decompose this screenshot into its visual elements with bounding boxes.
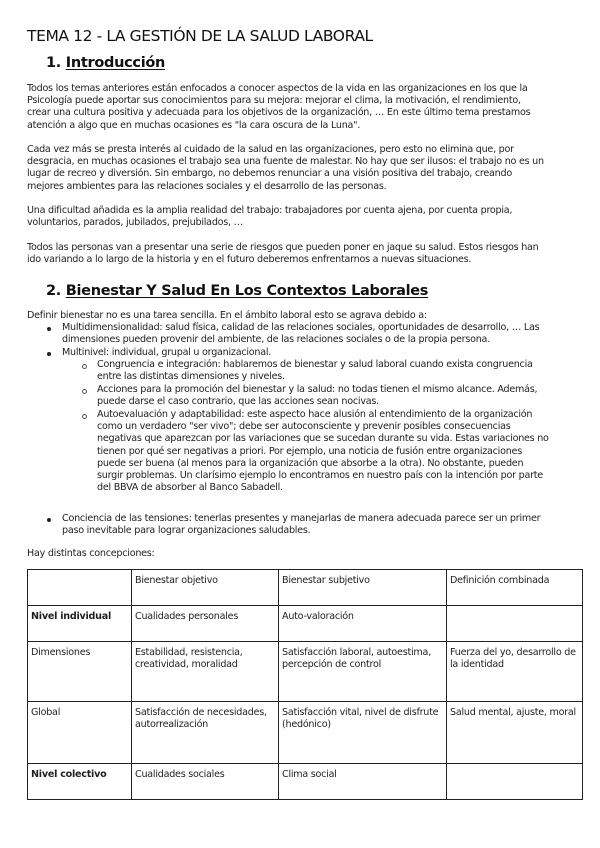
text-line: Todos las personas van a presentar una serie de riesgos que pueden poner en jaque su salud. Estos riesgos han: [27, 242, 539, 253]
table-header-cell: Bienestar objetivo: [132, 570, 279, 606]
paragraph: [27, 205, 587, 229]
text-line: desgracia, en muchas ocasiones el trabajo sea una fuente de malestar. No hay que ser ilusos: el trabajo no es un: [27, 156, 544, 168]
text-line: Psicología puede aportar sus conocimientos para su mejora: mejorar el clima, la motivación, el rendimiento,: [27, 95, 521, 107]
table-cell: Cualidades personales: [132, 606, 279, 642]
text-line: lugar de recreo y diversión. Sin embargo, no debemos renunciar a una visión positiva del trabajo, creando: [27, 168, 512, 180]
table-header-cell: Definición combinada: [447, 570, 583, 606]
paragraph: [27, 83, 587, 132]
text-line: Autoevaluación y adaptabilidad: este aspecto hace alusión al entendimiento de la organización: [97, 409, 533, 420]
document-title: TEMA 12 - LA GESTIÓN DE LA SALUD LABORAL: [27, 27, 373, 45]
text-line: mejores ambientes para las relaciones sociales y el desarrollo de las personas.: [27, 180, 387, 192]
table-cell: Estabilidad, resistencia, creatividad, moralidad: [132, 642, 279, 702]
text-line: voluntarios, parados, jubilados, prejubilados, …: [27, 217, 243, 229]
text-line: surgir problemas. Un clarísimo ejemplo lo encontramos en nuestro país con la intención por parte: [97, 470, 543, 482]
text-line: Una dificultad añadida es la amplia realidad del trabajo: trabajadores por cuenta ajena, por cuenta propia,: [27, 205, 513, 216]
table-cell: Satisfacción de necesidades, autorrealización: [132, 702, 279, 764]
text-line: paso inevitable para lograr organizaciones saludables.: [62, 525, 311, 537]
text-line: tienen por qué ser negativas a priori. Por ejemplo, una noticia de fusión entre organizaciones: [97, 445, 522, 457]
paragraph: [27, 310, 587, 322]
list-item: [62, 347, 271, 359]
text-line: como un verdadero "ser vivo"; debe ser autoconsciente y prevenir posibles consecuencias: [97, 421, 511, 433]
list-item: [62, 513, 540, 537]
section-title: Bienestar Y Salud En Los Contextos Laborales: [65, 283, 429, 299]
list-item: [97, 359, 533, 383]
table-cell: Fuerza del yo, desarrollo de la identidad: [447, 642, 583, 702]
text-line: Congruencia e integración: hablaremos de bienestar y salud laboral cuando exista congruencia: [97, 359, 533, 370]
text-line: atención a algo que en muchas ocasiones es "la cara oscura de la Luna".: [27, 119, 361, 131]
text-line: entre las distintas dimensiones y niveles.: [97, 371, 285, 383]
text-line: Cada vez más se presta interés al cuidado de la salud en las organizaciones, pero esto no elimina que, por: [27, 144, 514, 155]
sub-bullet-icon: [82, 389, 87, 394]
list-item: [97, 384, 537, 408]
section-heading-bienestar: [46, 283, 428, 299]
text-line: puede ser buena (al menos para la organización que absorbe a la otra). No obstante, pueden: [97, 457, 524, 469]
text-line: ido variando a lo largo de la historia y en el futuro deberemos enfrentarnos a nuevas situaciones.: [27, 254, 472, 266]
table-row-label: Global: [28, 702, 132, 764]
bullet-icon: [47, 327, 51, 331]
section-number: 2.: [46, 283, 61, 299]
table-row-label: Dimensiones: [28, 642, 132, 702]
table-row: [28, 702, 583, 764]
table-cell: Clima social: [279, 764, 447, 800]
table-intro: [27, 548, 587, 560]
table-cell: Satisfacción vital, nivel de disfrute (hedónico): [279, 702, 447, 764]
list-item: [97, 409, 549, 494]
concepciones-table: [27, 569, 583, 800]
table-cell: Satisfacción laboral, autoestima, percepción de control: [279, 642, 447, 702]
text-line: Multinivel: individual, grupal u organizacional.: [62, 347, 272, 358]
table-row-label: Nivel colectivo: [28, 764, 132, 800]
text-line: dimensiones pueden provenir del ambiente, de las relaciones sociales o de la propia persona.: [62, 334, 490, 346]
text-line: Conciencia de las tensiones: tenerlas presentes y manejarlas de manera adecuada parece ser un primer: [62, 513, 541, 524]
text-line: Definir bienestar no es una tarea sencilla. En el ámbito laboral esto se agrava debido a:: [27, 310, 427, 321]
list-item: [62, 322, 539, 346]
text-line: Multidimensionalidad: salud física, calidad de las relaciones sociales, oportunidades de desarrollo, … Las: [62, 322, 540, 333]
text-line: negativas que aparezcan por las variaciones que se sucedan durante su vida. Estas variaciones no: [97, 433, 549, 445]
text-line: del BBVA de absorber al Banco Sabadell.: [97, 482, 283, 494]
bullet-icon: [47, 518, 51, 522]
text-line: Acciones para la promoción del bienestar y la salud: no todas tienen el mismo alcance. Además,: [97, 384, 538, 395]
table-header-cell: Bienestar subjetivo: [279, 570, 447, 606]
table-cell: Cualidades sociales: [132, 764, 279, 800]
paragraph: [27, 144, 587, 193]
table-cell: [447, 606, 583, 642]
table-row-label: Nivel individual: [28, 606, 132, 642]
text-line: Todos los temas anteriores están enfocados a conocer aspectos de la vida en las organizaciones en los que la: [27, 83, 528, 94]
sub-bullet-icon: [82, 414, 87, 419]
table-row: [28, 764, 583, 800]
text-line: puede darse el caso contrario, que las acciones sean nocivas.: [97, 396, 379, 408]
table-cell: [447, 764, 583, 800]
table-cell: Salud mental, ajuste, moral: [447, 702, 583, 764]
table-header-cell: [28, 570, 132, 606]
table-row: [28, 642, 583, 702]
bullet-icon: [47, 352, 51, 356]
section-heading-introduccion: [46, 55, 165, 71]
table-cell: Auto-valoración: [279, 606, 447, 642]
table-header-row: [28, 570, 583, 606]
paragraph: [27, 242, 587, 266]
text-line: Hay distintas concepciones:: [27, 548, 155, 559]
text-line: crear una cultura positiva y adecuada para los objetivos de la organización, … En este último tema prestamos: [27, 107, 531, 119]
sub-bullet-icon: [82, 364, 87, 369]
section-number: 1.: [46, 55, 61, 71]
section-title: Introducción: [65, 55, 166, 71]
table-row: [28, 606, 583, 642]
